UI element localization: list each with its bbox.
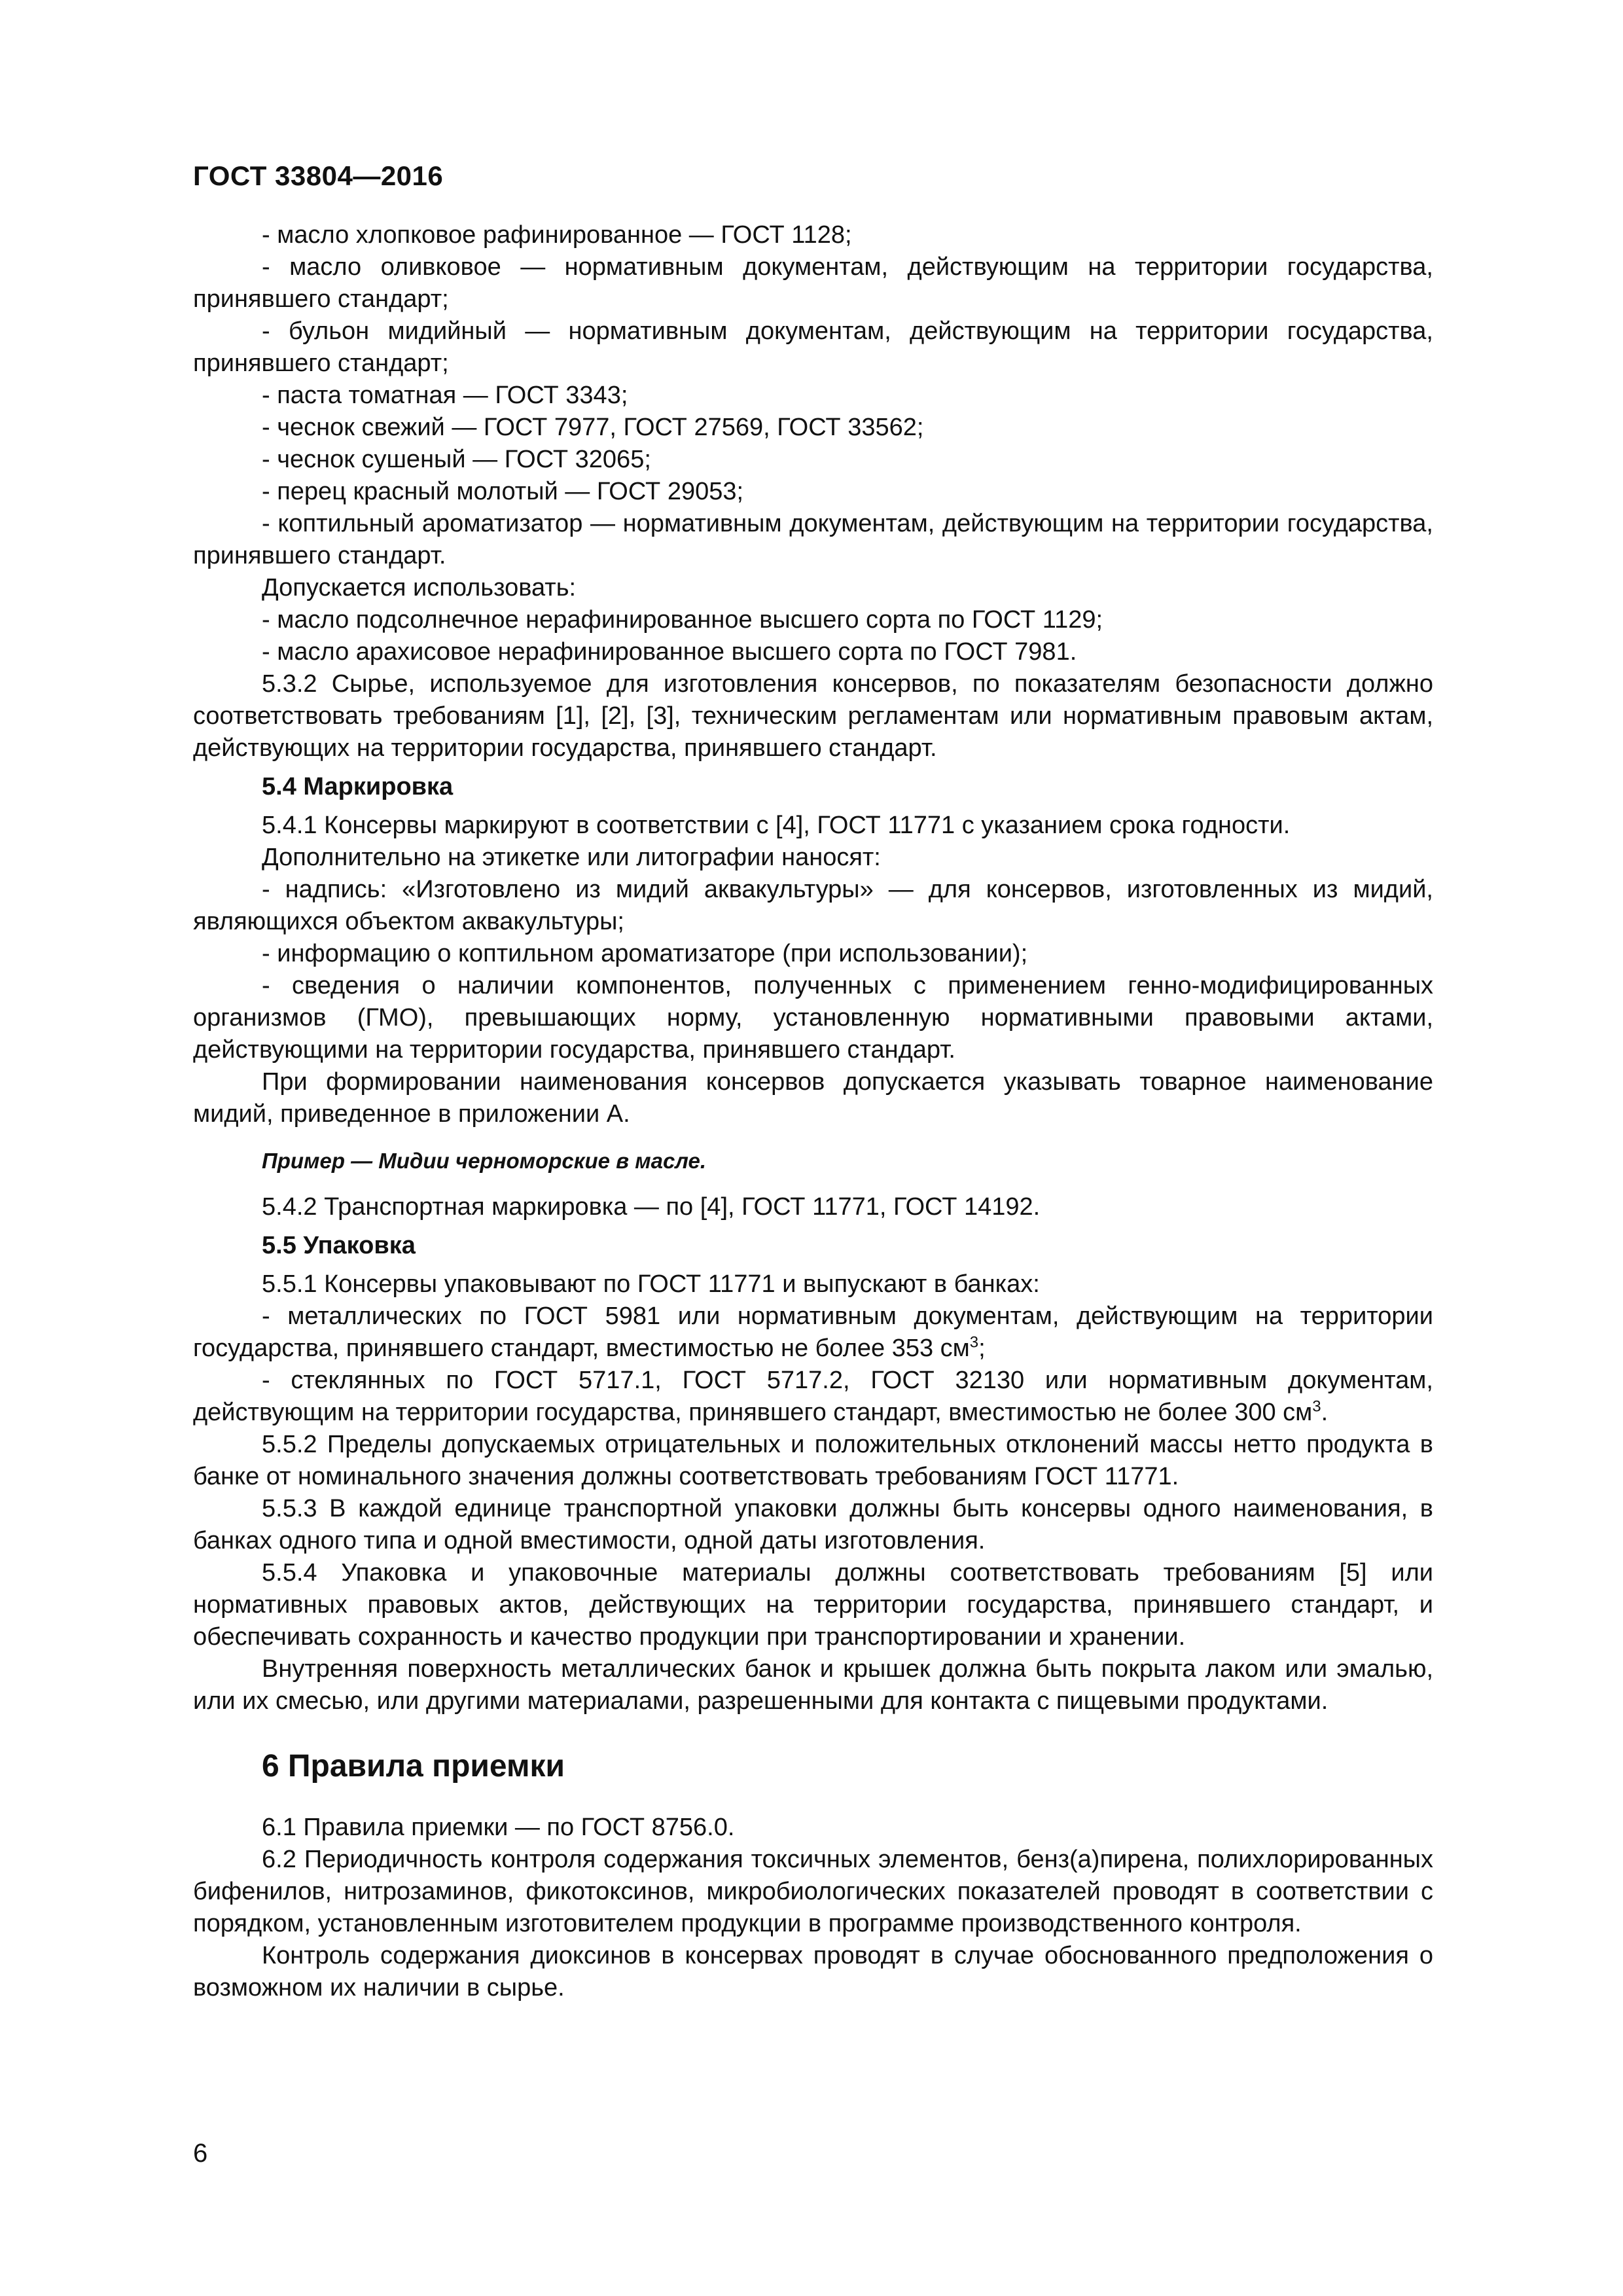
- paragraph: - перец красный молотый — ГОСТ 29053;: [262, 478, 744, 505]
- paragraph: - масло оливковое — нормативным документам, действующим на территории государства, принявшего стандарт;: [193, 253, 1433, 313]
- paragraph: 5.4.1 Консервы маркируют в соответствии с [4], ГОСТ 11771 с указанием срока годности.: [262, 812, 1291, 839]
- paragraph: - масло хлопковое рафинированное — ГОСТ 1128;: [262, 221, 852, 249]
- paragraph: - масло арахисовое нерафинированное высшего сорта по ГОСТ 7981.: [262, 638, 1077, 666]
- subsection-heading-5-4: 5.4 Маркировка: [262, 773, 454, 800]
- paragraph: [193, 1300, 1433, 1365]
- paragraph: 5.4.2 Транспортная маркировка — по [4], ГОСТ 11771, ГОСТ 14192.: [262, 1193, 1041, 1221]
- paragraph: - коптильный ароматизатор — нормативным документам, действующим на территории государства, принявшего стандарт.: [193, 510, 1433, 569]
- paragraph-end: .: [1321, 1399, 1329, 1426]
- paragraph: 5.5.4 Упаковка и упаковочные материалы должны соответствовать требованиям [5] или нормативных правовых актов, действующих на территории государства, принявшего стандарт, и обеспечивать сохранность и качество продукции при транспортировании и хранении.: [193, 1559, 1433, 1651]
- superscript: 3: [1312, 1397, 1321, 1416]
- paragraph: 5.5.3 В каждой единице транспортной упаковки должны быть консервы одного наименования, в банках одного типа и одной вместимости, одной даты изготовления.: [193, 1495, 1433, 1554]
- paragraph: 5.3.2 Сырье, используемое для изготовления консервов, по показателям безопасности должно соответствовать требованиям [1], [2], [3], техническим регламентам или нормативным правовым актам, действующих на территории государства, принявшего стандарт.: [193, 670, 1433, 762]
- paragraph: - паста томатная — ГОСТ 3343;: [262, 382, 628, 409]
- paragraph: [193, 1365, 1433, 1429]
- paragraph: - масло подсолнечное нерафинированное высшего сорта по ГОСТ 1129;: [262, 606, 1103, 634]
- paragraph-text: - стеклянных по ГОСТ 5717.1, ГОСТ 5717.2, ГОСТ 32130 или нормативным документам, действующим на территории государства, принявшего стандарт, вместимостью не более 300 см: [193, 1367, 1433, 1426]
- example-note: Пример — Мидии черноморские в масле.: [262, 1149, 706, 1173]
- page-number: 6: [193, 2139, 208, 2168]
- paragraph: При формировании наименования консервов допускается указывать товарное наименование мидий, приведенное в приложении А.: [193, 1068, 1433, 1128]
- paragraph: Контроль содержания диоксинов в консервах проводят в случае обоснованного предположения о возможном их наличии в сырье.: [193, 1942, 1433, 2001]
- paragraph: Допускается использовать:: [262, 574, 577, 601]
- paragraph: - надпись: «Изготовлено из мидий аквакультуры» — для консервов, изготовленных из мидий, являющихся объектом аквакультуры;: [193, 876, 1433, 935]
- section-heading-6: 6 Правила приемки: [262, 1749, 565, 1784]
- paragraph: 6.2 Периодичность контроля содержания токсичных элементов, бенз(а)пирена, полихлорированных бифенилов, нитрозаминов, фикотоксинов, микробиологических показателей проводят в соответствии с порядком, установленным изготовителем продукции в программе производственного контроля.: [193, 1846, 1433, 1937]
- paragraph: Дополнительно на этикетке или литографии наносят:: [262, 844, 881, 871]
- paragraph: 5.5.1 Консервы упаковывают по ГОСТ 11771 и выпускают в банках:: [262, 1270, 1040, 1298]
- paragraph: - информацию о коптильном ароматизаторе (при использовании);: [262, 940, 1028, 967]
- paragraph: 5.5.2 Пределы допускаемых отрицательных и положительных отклонений массы нетто продукта в банке от номинального значения должны соответствовать требованиям ГОСТ 11771.: [193, 1431, 1433, 1490]
- paragraph: Внутренняя поверхность металлических банок и крышек должна быть покрыта лаком или эмалью, или их смесью, или другими материалами, разрешенными для контакта с пищевыми продуктами.: [193, 1655, 1433, 1715]
- paragraph: 6.1 Правила приемки — по ГОСТ 8756.0.: [262, 1814, 735, 1841]
- document-body: [193, 219, 1433, 2004]
- paragraph: - чеснок сушеный — ГОСТ 32065;: [262, 446, 651, 473]
- paragraph: - бульон мидийный — нормативным документам, действующим на территории государства, принявшего стандарт;: [193, 317, 1433, 377]
- paragraph: - сведения о наличии компонентов, полученных с применением генно-модифицированных организмов (ГМО), превышающих норму, установленную нормативными правовыми актами, действующими на территории государства, принявшего стандарт.: [193, 972, 1433, 1064]
- superscript: 3: [969, 1333, 979, 1352]
- paragraph-end: ;: [978, 1335, 986, 1362]
- paragraph: - чеснок свежий — ГОСТ 7977, ГОСТ 27569, ГОСТ 33562;: [262, 414, 924, 441]
- document-header: ГОСТ 33804—2016: [193, 160, 444, 191]
- paragraph-text: - металлических по ГОСТ 5981 или нормативным документам, действующим на территории государства, принявшего стандарт, вместимостью не более 353 см: [193, 1302, 1433, 1362]
- subsection-heading-5-5: 5.5 Упаковка: [262, 1232, 416, 1259]
